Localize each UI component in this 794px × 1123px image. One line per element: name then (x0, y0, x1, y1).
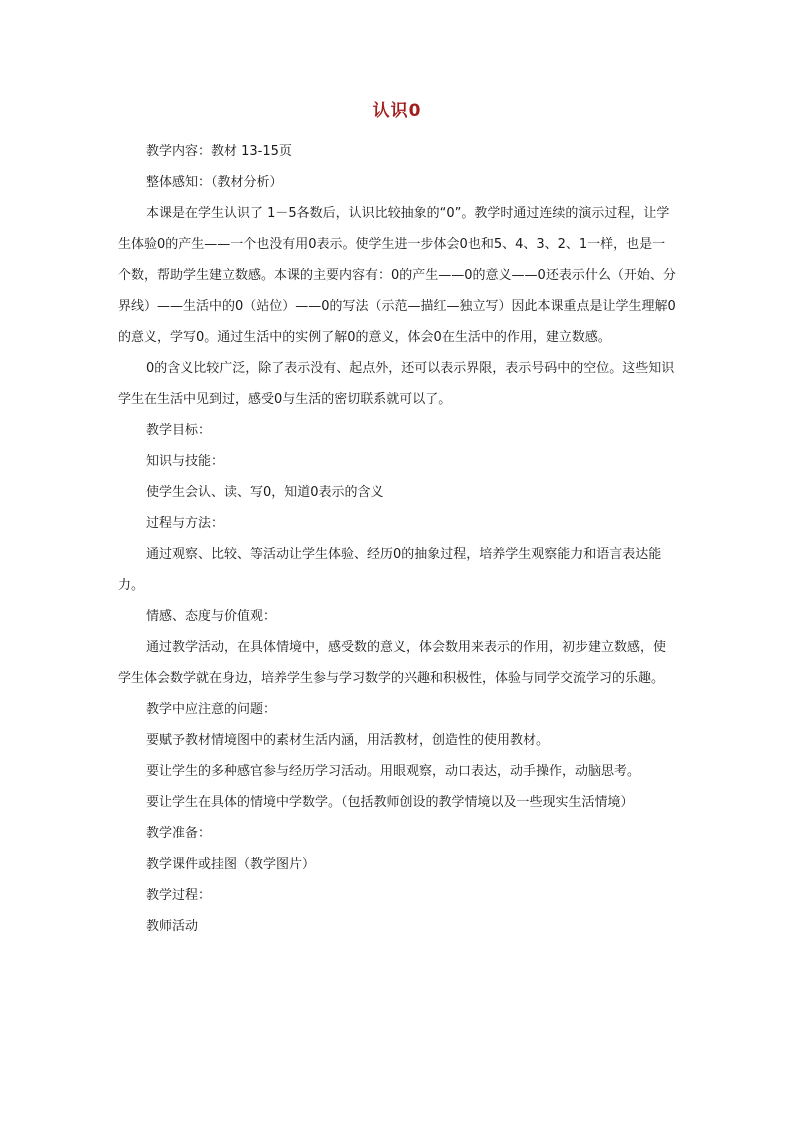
paragraph-overall-perception: 整体感知：（教材分析） (146, 175, 283, 190)
paragraph-teaching-goals-heading: 教学目标： (146, 423, 212, 438)
document-body (118, 136, 678, 942)
paragraph-attitude-heading: 情感、态度与价值观： (146, 609, 277, 624)
document-title: 认识0 (372, 101, 422, 121)
paragraph-issues-heading: 教学中应注意的问题： (146, 702, 277, 717)
paragraph-process-method: 通过观察、比较、等活动让学生体验、经历0的抽象过程，培养学生观察能力和语言表达能力。 (118, 547, 662, 593)
paragraph-preparation: 教学课件或挂图（教学图片） (146, 857, 316, 872)
paragraph-teaching-content: 教学内容：教材 13-15页 (146, 144, 292, 159)
paragraph-process-heading: 教学过程： (146, 888, 212, 903)
paragraph-zero-meaning: 0的含义比较广泛，除了表示没有、起点外，还可以表示界限，表示号码中的空位。这些知识学生在生活中见到过，感受0与生活的密切联系就可以了。 (118, 361, 675, 407)
paragraph-knowledge-skills: 使学生会认、读、写0，知道0表示的含义 (146, 485, 384, 500)
paragraph-lesson-analysis: 本课是在学生认识了 1－5各数后，认识比较抽象的“0”。教学时通过连续的演示过程，让学生体验0的产生——一个也没有用0表示。使学生进一步体会0也和5、4、3、2、1一样，也是一个数，帮助学生建立数感。本课的主要内容有：0的产生——0的意义——0还表示什么（开始、分界线）——生活中的0（站位）——0的写法（示范—描红—独立写）因此本课重点是让学生理解0的意义，学写0。通过生活中的实例了解0的意义，体会0在生活中的作用，建立数感。 (118, 206, 676, 345)
paragraph-process-method-heading: 过程与方法： (146, 516, 225, 531)
paragraph-issue-2: 要让学生的多种感官参与经历学习活动。用眼观察，动口表达，动手操作，动脑思考。 (146, 764, 641, 779)
paragraph-knowledge-skills-heading: 知识与技能： (146, 454, 225, 469)
paragraph-preparation-heading: 教学准备： (146, 826, 212, 841)
paragraph-attitude: 通过教学活动，在具体情境中，感受数的意义，体会数用来表示的作用，初步建立数感，使学生体会数学就在身边，培养学生参与学习数学的兴趣和积极性，体验与同学交流学习的乐趣。 (118, 640, 667, 686)
paragraph-teacher-activity: 教师活动 (146, 919, 199, 934)
paragraph-issue-3: 要让学生在具体的情境中学数学。（包括教师创设的教学情境以及一些现实生活情境） (146, 795, 634, 810)
paragraph-issue-1: 要赋予教材情境图中的素材生活内涵，用活教材，创造性的使用教材。 (146, 733, 550, 748)
